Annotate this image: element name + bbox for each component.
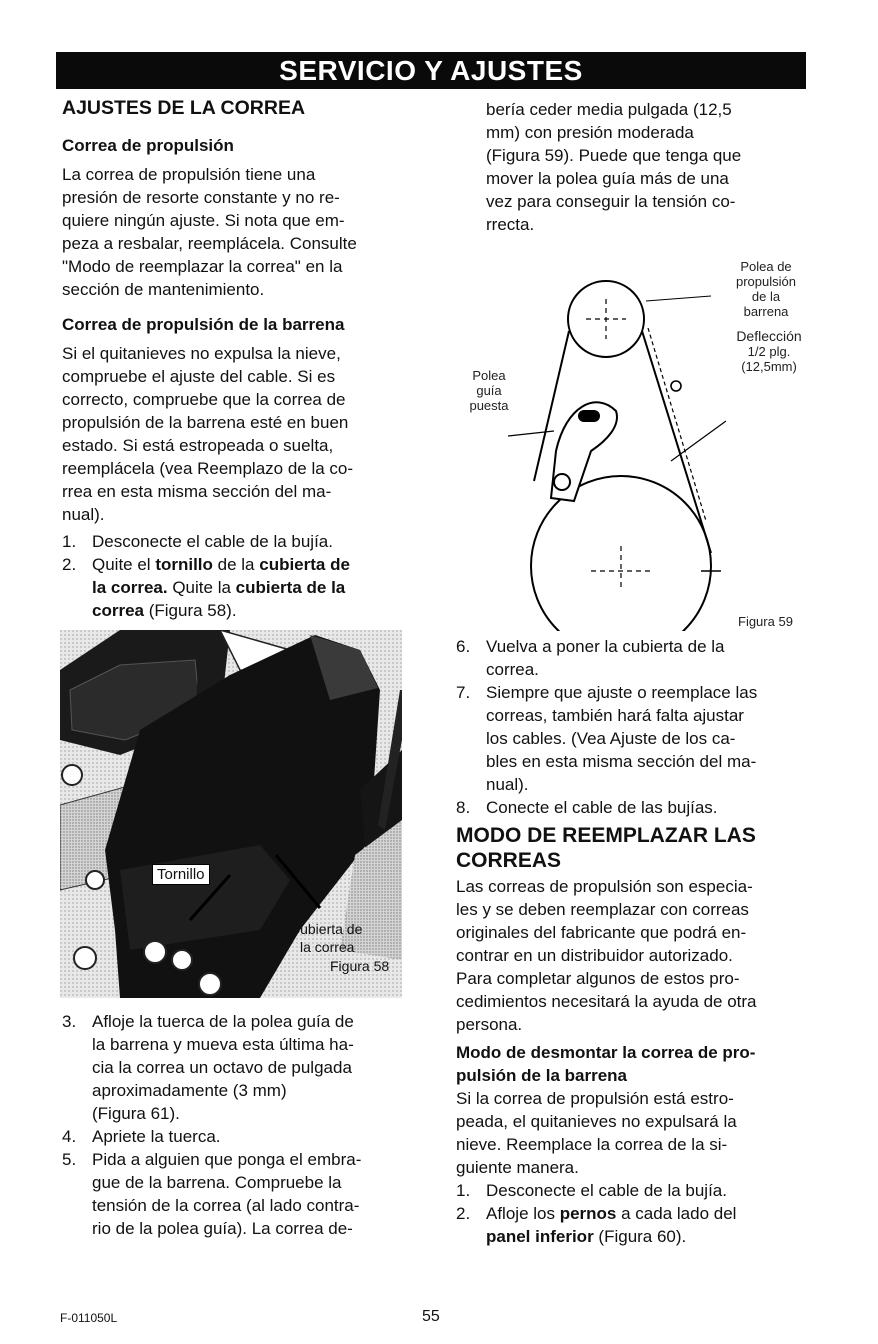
fig59-deflexion-label: Deflección 1/2 plg. (12,5mm) xyxy=(736,328,802,374)
heading-correa-barrena: Correa de propulsión de la barrena xyxy=(62,315,345,334)
heading-ajustes-correa: AJUSTES DE LA CORREA xyxy=(62,97,306,119)
fig59-caption: Figura 59 xyxy=(738,614,793,629)
fig58-cubierta-label-1: Cubierta de xyxy=(290,921,363,937)
heading-correa-propulsion: Correa de propulsión xyxy=(62,136,234,155)
para-modo: Las correas de propulsión son especia- les y se deben reemplazar con correas originales del fabricante que podrá en- contrar en un distribuidor autorizado. Para completar algunos de estos pro- cedimientos necesitará la ayuda de otra persona. xyxy=(456,877,757,1034)
step-2: 2. Quite el tornillo de la cubierta de xyxy=(62,555,350,574)
figure-59-diagram xyxy=(456,236,816,631)
document-code: F-011050L xyxy=(60,1311,118,1325)
fig58-tornillo-label: Tornillo xyxy=(152,864,210,885)
fig59-polea-guia-label: Polea guía puesta xyxy=(469,368,509,413)
section-banner: SERVICIO Y AJUSTES xyxy=(56,52,806,89)
para-continuation: bería ceder media pulgada (12,5 mm) con presión moderada (Figura 59). Puede que tenga que mover la polea guía más de una vez para conseguir la tensión co- rrecta. xyxy=(486,100,742,234)
para-desmontar: Si la correa de propulsión está estro- peada, el quitanieves no expulsará la nieve. Reemplace la correa de la si- guiente manera. xyxy=(456,1089,737,1177)
fig58-cubierta-label-2: la correa xyxy=(300,939,355,955)
heading-modo-desmontar: Modo de desmontar la correa de pro- pulsión de la barrena xyxy=(456,1043,756,1085)
remove-step-1: 1. Desconecte el cable de la bujía. xyxy=(456,1181,727,1200)
step-3: 3. Afloje la tuerca de la polea guía de la barrena y mueva esta última ha- cia la correa un octavo de pulgada aproximadamente (3 mm) (Figura 61). xyxy=(62,1012,354,1123)
left-column: AJUSTES DE LA CORREA Correa de propulsión La correa de propulsión tiene una presión de resorte constante y no re- quiere ningún ajuste. Si nota que em- peza a resbalar, reemplácela. Consulte "Modo de reemplazar la correa" en la sección de mantenimiento. Correa de propulsión de la barrena Si el quitanieves no expulsa la nieve, compruebe el ajuste del cable. Si es correcto, compruebe que la correa de propulsión de la barrena esté en buen estado. Si está estropeada o suelta, reemplácela (vea Reemplazo de la co- rrea en esta misma sección del ma- nual). 1. Desconecte el cable de la bujía. 2. Quite el tornillo de la cubierta de la correa. Quite la cubierta de la correa (Figura 58). Tornillo Cubierta de la correa Figura 58 3. Afloje la tuerca de la polea guía de la barrena y mueva esta última ha- cia la correa un octavo de pulgada aproximadamente (3 mm) (Figura 61). 4. Apriete la tuerca. 5. Pida a alguien que ponga el embra- gue de la barrena. Compruebe la tensión de la correa (al lado contra- rio de la polea guía). La correa de- xyxy=(62,96,412,1240)
page-number: 55 xyxy=(422,1308,440,1325)
step-7: 7. Siempre que ajuste o reemplace las correas, también hará falta ajustar los cables. (Vea Ajuste de los ca- bles en esta misma sección del ma- nual). xyxy=(456,683,758,794)
figure-58-illustration xyxy=(60,630,402,998)
step-1: 1. Desconecte el cable de la bujía. xyxy=(62,532,333,551)
heading-modo-reemplazar: MODO DE REEMPLAZAR LAS CORREAS xyxy=(456,824,756,872)
fig59-polea-propulsion-label: Polea de propulsión de la barrena xyxy=(736,259,796,319)
para-propulsion: La correa de propulsión tiene una presión de resorte constante y no re- quiere ningún ajuste. Si nota que em- peza a resbalar, reemplácela. Consulte "Modo de reemplazar la correa" en la sección de mantenimiento. xyxy=(62,165,357,299)
para-barrena: Si el quitanieves no expulsa la nieve, compruebe el ajuste del cable. Si es correcto, compruebe que la correa de propulsión de la barrena esté en buen estado. Si está estropeada o suelta, reemplácela (vea Reemplazo de la co- rrea en esta misma sección del ma- nual). xyxy=(62,344,354,524)
step-4: 4. Apriete la tuerca. xyxy=(62,1127,221,1146)
right-column: bería ceder media pulgada (12,5 mm) con presión moderada (Figura 59). Puede que tenga que mover la polea guía más de una vez para conseguir la tensión co- rrecta. Polea de propulsión de la barrena Deflección 1/2 plg. (12,5mm) Polea guía puesta Figura 59 6. Vuelva a poner la cubierta de la correa. 7. Siempre que ajuste o reemplace las correas, también hará falta ajustar los cables. (Vea Ajuste de los ca- bles en esta misma sección del ma- nual). 8. Conecte el cable de las bujías. MODO DE REEMPLAZAR LAS CORREAS Las correas de propulsión son especia- les y se deben reemplazar con correas originales del fabricante que podrá en- contrar en un distribuidor autorizado. Para completar algunos de estos pro- cedimientos necesitará la ayuda de otra persona. Modo de desmontar la correa de pro- pulsión de la barrena Si la correa de propulsión está estro- peada, el quitanieves no expulsará la nieve. Reemplace la correa de la si- guiente manera. 1. Desconecte el cable de la bujía. 2. Afloje los pernos a cada lado del panel inferior (Figura 60). xyxy=(456,98,816,1248)
step-5: 5. Pida a alguien que ponga el embra- gue de la barrena. Compruebe la tensión de la correa (al lado contra- rio de la polea guía). La correa de- xyxy=(62,1150,362,1238)
fig58-caption: Figura 58 xyxy=(330,958,390,974)
step-8: 8. Conecte el cable de las bujías. xyxy=(456,798,718,817)
remove-step-2: 2. Afloje los pernos a cada lado del xyxy=(456,1204,737,1223)
step-6: 6. Vuelva a poner la cubierta de la correa. xyxy=(456,637,725,679)
